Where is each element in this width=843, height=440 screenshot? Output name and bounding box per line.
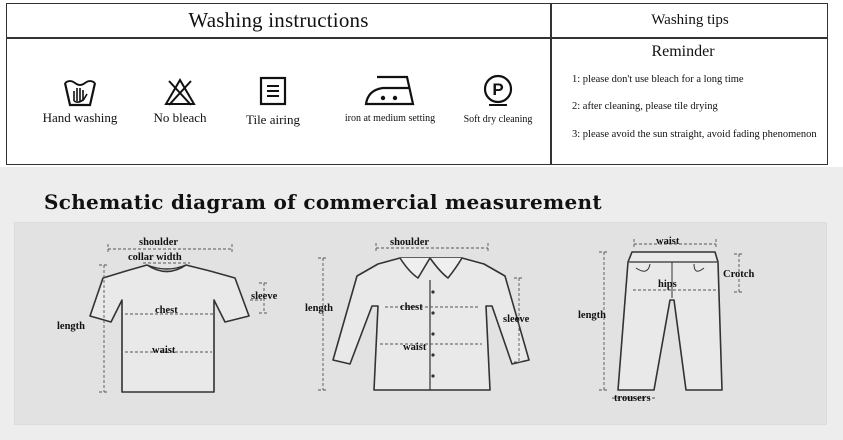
tip-item: 2: after cleaning, please tile drying	[572, 101, 718, 112]
trousers-hips-label: hips	[658, 279, 677, 290]
tshirt-shoulder-label: shoulder	[139, 237, 179, 248]
shirt-sleeve-label: sleeve	[503, 314, 530, 325]
soft-dry-cleaning-label: Soft dry cleaning	[463, 114, 533, 125]
tshirt-waist-label: waist	[152, 345, 176, 356]
shirt-length-label: length	[305, 303, 334, 314]
washing-tips-header: Washing tips	[651, 12, 729, 28]
dry-clean-letter: P	[492, 80, 504, 99]
trousers-outline	[618, 252, 722, 390]
trousers-length-label: length	[578, 310, 607, 321]
shirt-waist-label: waist	[403, 342, 427, 353]
shirt-shoulder-label: shoulder	[390, 237, 430, 248]
trousers-crotch-label: Crotch	[723, 269, 755, 280]
measurement-title: Schematic diagram of commercial measurement	[44, 190, 602, 214]
tip-item: 3: please avoid the sun straight, avoid fading phenomenon	[572, 129, 817, 140]
no-bleach-label: No bleach	[153, 110, 207, 125]
tshirt-length-label: length	[57, 321, 86, 332]
tile-airing-label: Tile airing	[245, 112, 301, 127]
iron-medium-label: iron at medium setting	[344, 113, 436, 124]
trousers-bottom-label: trousers	[614, 393, 651, 404]
shirt-chest-label: chest	[400, 302, 423, 313]
reminder-title: Reminder	[651, 43, 715, 60]
hand-washing-label: Hand washing	[42, 110, 118, 125]
tip-item: 1: please don't use bleach for a long time	[572, 74, 744, 85]
trousers-waist-label: waist	[656, 236, 680, 247]
tshirt-sleeve-label: sleeve	[251, 291, 278, 302]
tshirt-chest-label: chest	[155, 305, 178, 316]
washing-instructions-header: Washing instructions	[188, 8, 369, 32]
tshirt-collar-width-label: collar width	[128, 252, 182, 263]
